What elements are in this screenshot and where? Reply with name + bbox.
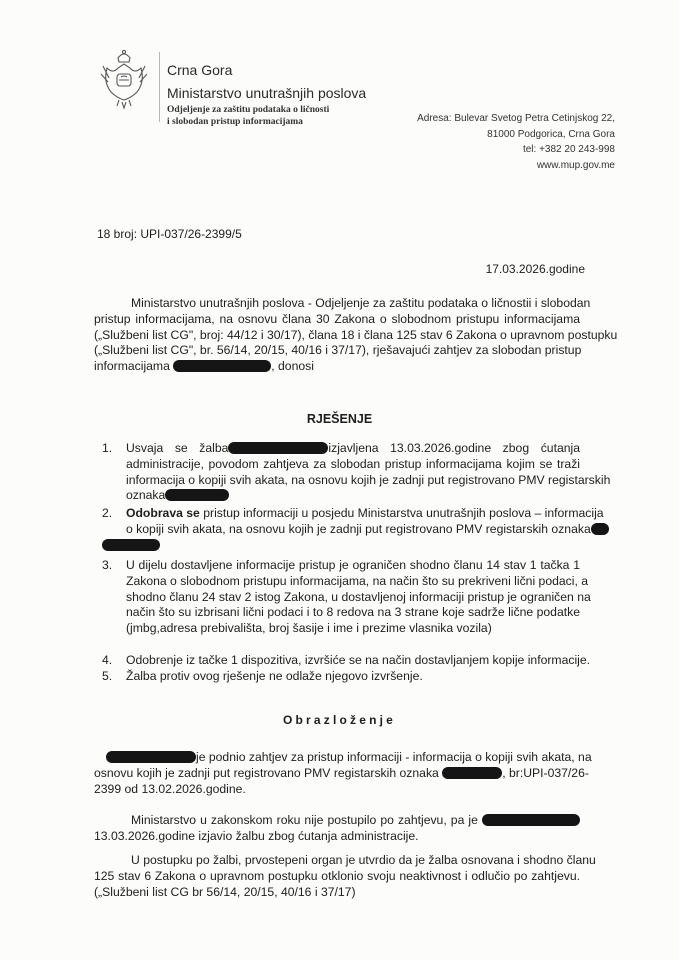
department-line-1: Odjeljenje za zaštitu podataka o ličnosti xyxy=(167,105,330,115)
reasoning-line xyxy=(94,750,592,766)
address-line-2: 81000 Podgorica, Crna Gora xyxy=(487,128,615,140)
item-number: 2. xyxy=(102,506,113,520)
reasoning-text: , br:UPI-037/26- xyxy=(502,765,589,780)
item-line: (jmbg,adresa prebivališta, broj šasije i ime i prezime vlasnika vozila) xyxy=(126,621,492,636)
intro-line: („Službeni list CG", broj: 44/12 i 30/17), člana 18 i člana 125 stav 6 Zakona o upravnom postupku xyxy=(94,327,618,342)
item-line xyxy=(102,538,580,554)
item-text: Usvaja se žalba xyxy=(126,441,229,455)
intro-line-last xyxy=(94,359,580,375)
address-line-1: Adresa: Bulevar Svetog Petra Cetinjskog 22, xyxy=(417,113,615,124)
redacted-name xyxy=(228,442,328,454)
item-body xyxy=(126,506,604,553)
reasoning-text: je podnio zahtjev za pristup informaciji - informacija o kopiji svih akata, na xyxy=(196,750,592,764)
item-text: pristup informaciji u posjedu Ministarstva unutrašnjih poslova – informacija xyxy=(203,506,604,520)
item-line: U dijelu dostavljene informacije pristup je ograničen shodno članu 14 stav 1 tačka 1 xyxy=(126,558,580,572)
item-line: način što su izbrisani lični podaci i to 8 redova na 3 strane koje sadrže lične podatke xyxy=(126,605,580,620)
coat-of-arms-icon xyxy=(99,48,149,110)
website-link: www.mup.gov.me xyxy=(536,159,615,171)
phone-number: tel: +382 20 243-998 xyxy=(522,144,615,155)
item-line xyxy=(126,488,580,504)
document-date: 17.03.2026.godine xyxy=(485,262,585,276)
redacted-name xyxy=(173,360,271,372)
intro-paragraph xyxy=(94,296,618,375)
reasoning-paragraph-3 xyxy=(94,853,596,900)
reasoning-line xyxy=(94,765,589,782)
reasoning-paragraph-2 xyxy=(94,813,580,845)
redacted-name xyxy=(482,814,580,826)
item-body xyxy=(126,558,591,637)
item-line xyxy=(126,521,591,538)
item-body: Odobrenje iz tačke 1 dispozitiva, izvršiće se na način dostavljanjem kopije informacije. xyxy=(126,653,591,667)
intro-line: pristup informacijama, na osnovu člana 30 Zakona o slobodnom pristupu informacijama xyxy=(94,311,580,326)
reasoning-line: 13.03.2026.godine izjavio žalbu zbog ćutanja administracije. xyxy=(94,828,419,843)
reference-number: 18 broj: UPI-037/26-2399/5 xyxy=(97,227,242,241)
item-line: administracije, povodom zahtjeva za slobodan pristup informacijama kojim se traži xyxy=(126,456,580,471)
item-text: izjavljena 13.03.2026.godine zbog ćutanja xyxy=(328,441,580,455)
department-line-2: i slobodan pristup informacijama xyxy=(167,117,303,127)
item-line: informacija o kopiji svih akata, na osnovu kojih je zadnji put registrovano PMV registarskih xyxy=(126,472,611,487)
item-line: shodno članu 24 stav 2 istog Zakona, u dostavljenoj informaciji pristup je ograničen na xyxy=(126,589,591,604)
reasoning-line xyxy=(94,813,580,829)
intro-line: Ministarstvo unutrašnjih poslova - Odjeljenje za zaštitu podataka o ličnostii i slobodan xyxy=(131,296,591,310)
contact-block xyxy=(417,111,615,173)
reasoning-text: Ministarstvo u zakonskom roku nije postupilo po zahtjevu, pa je xyxy=(131,813,478,827)
reasoning-text: osnovu kojih je zadnji put registrovano PMV registarskih oznaka xyxy=(94,765,439,780)
item-line xyxy=(126,506,604,522)
decision-title: RJEŠENJE xyxy=(306,412,373,426)
item-line: Zakona o slobodnom pristupu informacijama, na način što su prekriveni lični podaci, a xyxy=(126,573,589,588)
department-name xyxy=(167,104,329,128)
reasoning-line: 125 stav 6 Zakona o upravnom postupku otklonio svoju neaktivnost i odlučio po zahtjevu. xyxy=(94,868,580,883)
ministry-name: Ministarstvo unutrašnjih poslova xyxy=(167,85,367,101)
item-bold-lead: Odobrava se xyxy=(126,506,200,520)
intro-line: („Službeni list CG", br. 56/14, 20/15, 40/16 i 37/17), rješavajući zahtjev za slobodan pristup xyxy=(94,343,582,358)
intro-text: informacijama xyxy=(94,359,170,374)
redacted-name xyxy=(106,751,196,763)
item-text: o kopiji svih akata, na osnovu kojih je zadnji put registrovano PMV registarskih oznaka xyxy=(126,521,591,536)
item-line xyxy=(126,441,580,457)
item-number: 5. xyxy=(102,669,113,683)
redacted-plate xyxy=(591,523,609,535)
item-number: 1. xyxy=(102,441,113,455)
item-body: Žalba protiv ovog rješenje ne odlaže njegovo izvršenje. xyxy=(126,669,423,683)
reasoning-title: Obrazloženje xyxy=(282,713,397,727)
redacted-plate xyxy=(102,539,160,551)
redacted-plate xyxy=(442,767,502,779)
item-number: 3. xyxy=(102,558,113,572)
intro-text: , donosi xyxy=(271,359,314,374)
reasoning-line: 2399 od 13.02.2026.godine. xyxy=(94,781,246,796)
item-text: oznaka xyxy=(126,488,166,503)
item-number: 4. xyxy=(102,653,113,667)
reasoning-line: („Službeni list CG br 56/14, 20/15, 40/16 i 37/17) xyxy=(94,884,356,899)
country-name: Crna Gora xyxy=(167,62,233,78)
reasoning-paragraph-1 xyxy=(94,750,592,797)
reasoning-line: U postupku po žalbi, prvostepeni organ je utvrdio da je žalba osnovana i shodno članu xyxy=(131,853,596,867)
redacted-plate xyxy=(165,489,229,501)
header-divider xyxy=(159,52,160,122)
item-body xyxy=(126,441,611,504)
